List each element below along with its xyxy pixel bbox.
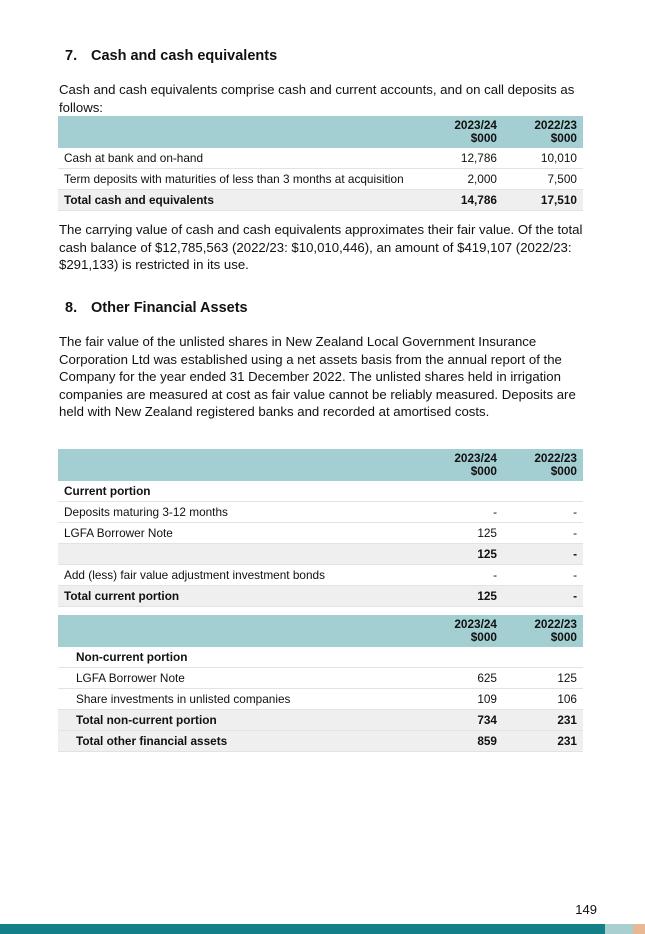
col-header-year: 2022/23 [534,617,577,631]
col-header-year: 2022/23 [534,118,577,132]
cash-equivalents-table [58,116,583,211]
value-2022-23: - [505,586,583,607]
col-header-2022-23 [505,116,583,148]
section-subheading-row [58,647,583,668]
value-2022-23: 10,010 [505,148,583,169]
value-2023-24: 734 [419,710,505,731]
row-label: Deposits maturing 3-12 months [58,502,419,523]
section-7-title: Cash and cash equivalents [91,48,278,64]
col-header-year: 2023/24 [454,451,497,465]
section-7-number: 7. [65,48,78,64]
col-header-unit: $000 [550,464,577,478]
total-row [58,586,583,607]
subtotal-row [58,544,583,565]
col-header-unit: $000 [470,630,497,644]
value-2023-24: 125 [419,544,505,565]
table-row [58,502,583,523]
value-2022-23: 125 [505,668,583,689]
header-blank [58,449,419,481]
col-header-unit: $000 [550,630,577,644]
section-8-heading [65,300,248,316]
section-7-intro: Cash and cash equivalents comprise cash and current accounts, and on call deposits as follows: [59,82,575,115]
value-2023-24: 125 [419,586,505,607]
row-label: Non-current portion [58,647,419,668]
table-row [58,689,583,710]
value-2022-23: 231 [505,731,583,752]
row-label: LGFA Borrower Note [58,668,419,689]
total-row [58,190,583,211]
header-blank [58,116,419,148]
row-label: Current portion [58,481,419,502]
row-label: Total cash and equivalents [58,190,419,211]
value-2023-24: - [419,502,505,523]
table-header-row [58,615,583,647]
col-header-year: 2023/24 [454,118,497,132]
col-header-2023-24 [419,615,505,647]
value-2023-24: 625 [419,668,505,689]
value-2023-24 [419,481,505,502]
section-7-note: The carrying value of cash and cash equivalents approximates their fair value. Of the total cash balance of $12,785,563 (2022/23: $10,010,446), an amount of $419,107 (2022/23: $291,133) is restricted in its use. [59,222,583,272]
value-2023-24: 125 [419,523,505,544]
table-header-row [58,116,583,148]
grand-total-row [58,731,583,752]
value-2023-24: - [419,565,505,586]
value-2023-24: 859 [419,731,505,752]
col-header-unit: $000 [470,131,497,145]
value-2023-24: 12,786 [419,148,505,169]
table-row [58,148,583,169]
value-2023-24: 14,786 [419,190,505,211]
table-row [58,565,583,586]
value-2022-23: - [505,523,583,544]
row-label: Cash at bank and on-hand [58,148,419,169]
value-2022-23: 7,500 [505,169,583,190]
col-header-year: 2023/24 [454,617,497,631]
footer-accent-light [605,924,633,934]
value-2022-23: 106 [505,689,583,710]
table-row [58,169,583,190]
row-label: LGFA Borrower Note [58,523,419,544]
row-label: Term deposits with maturities of less than 3 months at acquisition [58,169,419,190]
footer-bar [0,924,605,934]
col-header-unit: $000 [550,131,577,145]
col-header-2023-24 [419,116,505,148]
non-current-portion-table [58,615,583,752]
value-2023-24: 2,000 [419,169,505,190]
table-row [58,523,583,544]
row-label: Share investments in unlisted companies [58,689,419,710]
row-label: Add (less) fair value adjustment investment bonds [58,565,419,586]
value-2022-23: - [505,565,583,586]
value-2022-23 [505,647,583,668]
value-2022-23: 17,510 [505,190,583,211]
section-8-intro: The fair value of the unlisted shares in New Zealand Local Government Insurance Corporation Ltd was established using a net assets basis from the annual report of the Company for the year ended 31 December 2022. The unlisted shares held in irrigation companies are measured at cost as fair value cannot be reliably measured. Deposits are held with New Zealand registered banks and recorded at amortised costs. [59,334,576,419]
page-number: 149 [575,902,597,917]
value-2022-23: - [505,544,583,565]
col-header-year: 2022/23 [534,451,577,465]
current-portion-table [58,449,583,607]
section-subheading-row [58,481,583,502]
col-header-unit: $000 [470,464,497,478]
section-8-title: Other Financial Assets [91,300,248,316]
section-8-number: 8. [65,300,78,316]
col-header-2023-24 [419,449,505,481]
total-row [58,710,583,731]
table-row [58,668,583,689]
value-2022-23: 231 [505,710,583,731]
value-2022-23 [505,481,583,502]
row-label: Total current portion [58,586,419,607]
footer-accent-peach [633,924,645,934]
header-blank [58,615,419,647]
col-header-2022-23 [505,615,583,647]
row-label: Total non-current portion [58,710,419,731]
value-2022-23: - [505,502,583,523]
section-7-heading [65,48,277,64]
row-label: Total other financial assets [58,731,419,752]
value-2023-24 [419,647,505,668]
col-header-2022-23 [505,449,583,481]
table-header-row [58,449,583,481]
value-2023-24: 109 [419,689,505,710]
row-label [58,544,419,565]
